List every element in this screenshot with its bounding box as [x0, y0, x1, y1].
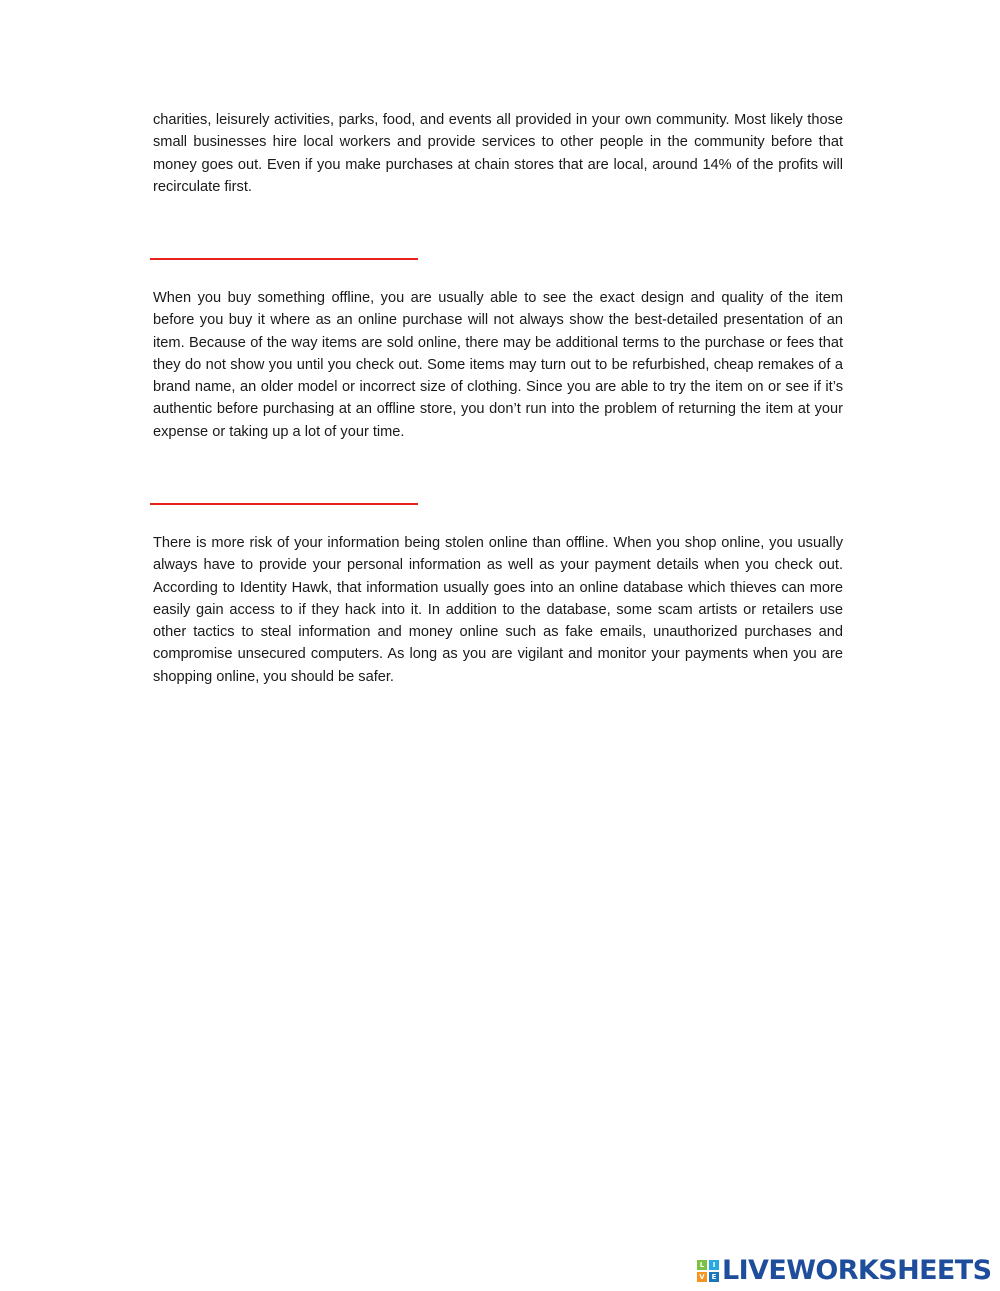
logo-text: LIVEWORKSHEETS [722, 1255, 992, 1286]
logo-mark-icon [697, 1260, 719, 1282]
body-paragraph-community: charities, leisurely activities, parks, food, and events all provided in your own community. Most likely those small businesses hire local workers and provide services to other people in the community before that money goes out. Even if you make purchases at chain stores that are local, around 14% of the profits will recirculate first. [153, 112, 843, 195]
liveworksheets-logo [697, 1253, 991, 1289]
heading-answer-blank-2[interactable] [150, 503, 418, 505]
logo-mark-letter: I [709, 1260, 719, 1270]
heading-answer-blank-1[interactable] [150, 258, 418, 260]
logo-mark-letter: E [709, 1272, 719, 1282]
logo-mark-letter: V [697, 1272, 707, 1282]
logo-mark-letter: L [697, 1260, 707, 1270]
body-paragraph-security: There is more risk of your information being stolen online than offline. When you shop online, you usually always have to provide your personal information as well as your payment details when you check out. According to Identity Hawk, that information usually goes into an online database which thieves can more easily gain access to if they hack into it. In addition to the database, some scam artists or retailers use other tactics to steal information and money online such as fake emails, unauthorized purchases and compromise unsecured computers. As long as you are vigilant and monitor your payments when you are shopping online, you should be safer. [153, 535, 843, 685]
body-paragraph-quality: When you buy something offline, you are usually able to see the exact design and quality of the item before you buy it where as an online purchase will not always show the best-detailed presentation of an item. Because of the way items are sold online, there may be additional terms to the purchase or fees that they do not show you until you check out. Some items may turn out to be refurbished, cheap remakes of a brand name, an older model or incorrect size of clothing. Since you are able to try the item on or see if it’s authentic before purchasing at an offline store, you don’t run into the problem of returning the item at your expense or taking up a lot of your time. [153, 290, 843, 440]
